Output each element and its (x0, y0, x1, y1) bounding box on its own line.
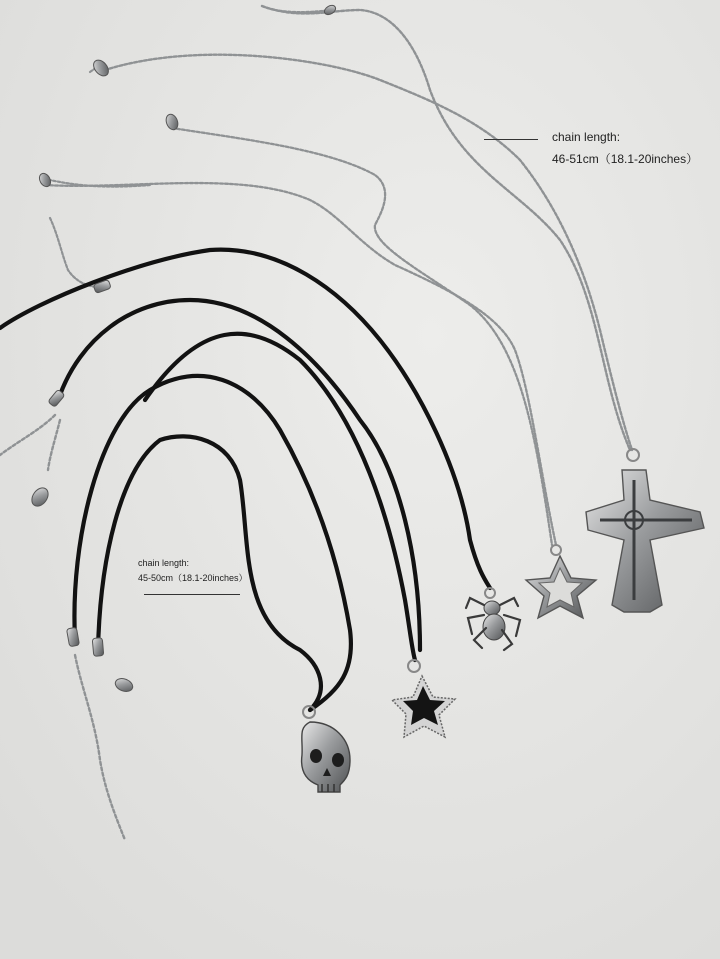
chain-length-heading: chain length: (552, 130, 621, 144)
cord-length-value: 45-50cm（18.1-20inches） (138, 573, 248, 583)
annotation-line-chain (484, 139, 538, 140)
cord-length-heading: chain length: (138, 558, 190, 568)
chain-length-annotation (552, 126, 698, 170)
cord-length-annotation (138, 556, 248, 586)
annotation-line-cord (144, 594, 240, 595)
chain-length-value: 46-51cm（18.1-20inches） (552, 152, 699, 166)
